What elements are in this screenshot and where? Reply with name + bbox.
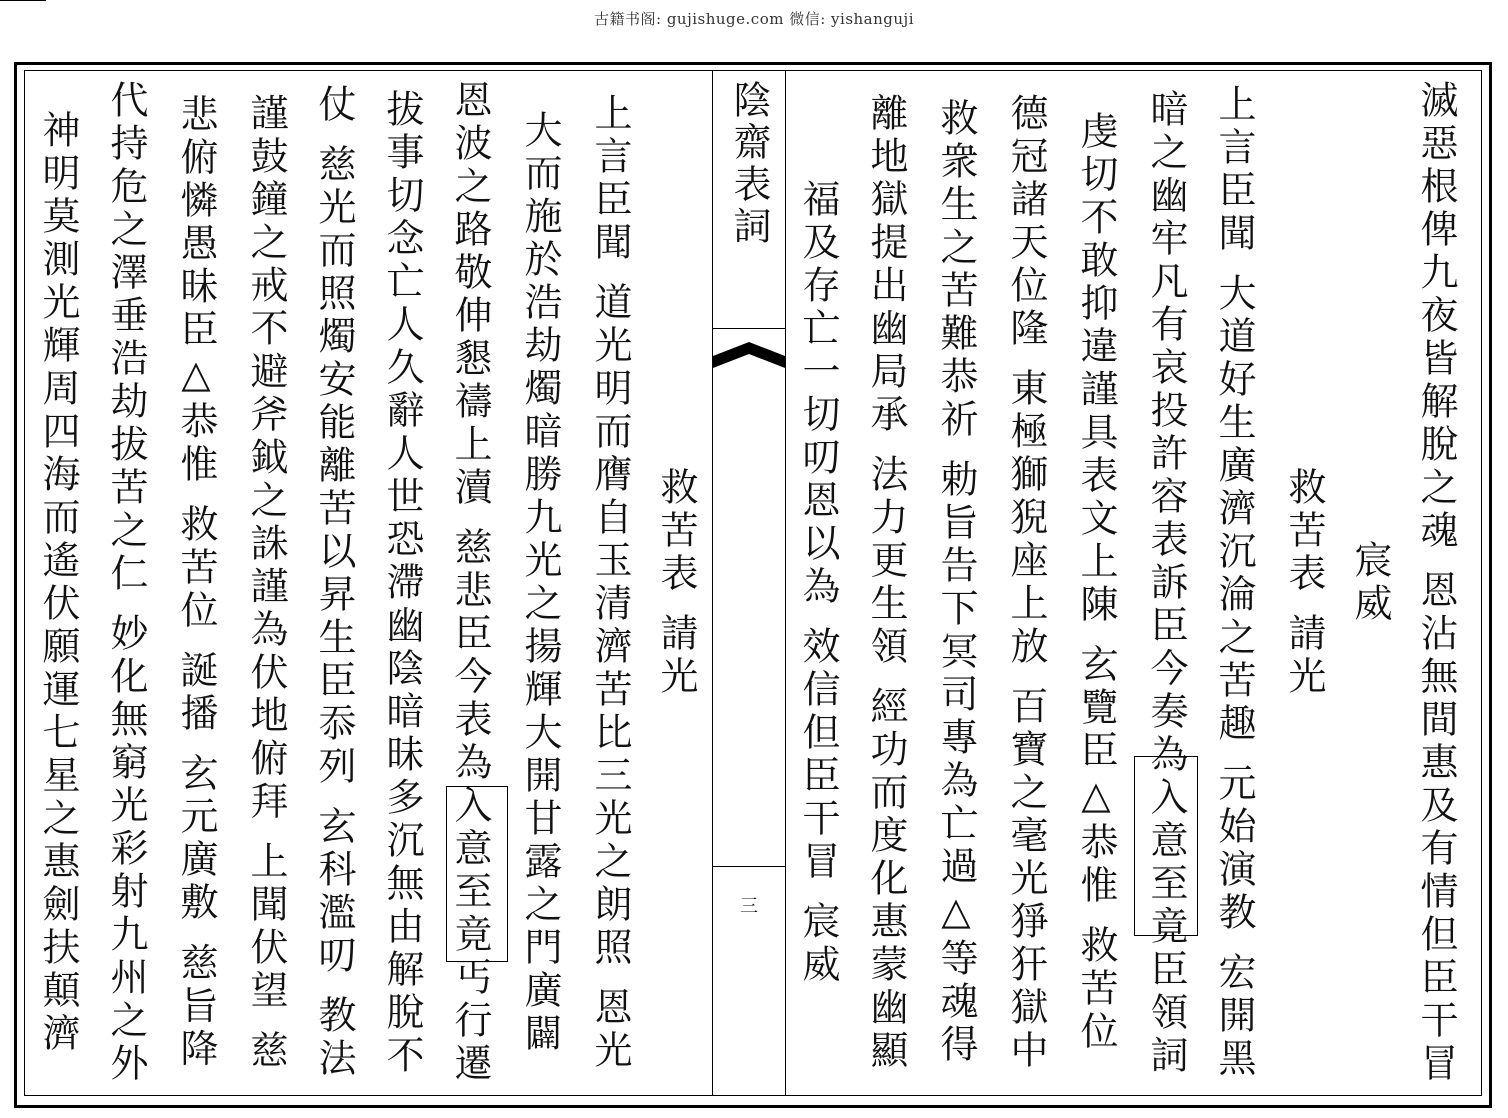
gutter-rule-upper bbox=[713, 328, 785, 329]
site-watermark-header: 古籍书阁: gujishuge.com 微信: yishanguji bbox=[594, 10, 914, 28]
text-column: 暗之幽牢凡有哀投許容表訴臣今奏為入意至竟臣領詞 bbox=[1144, 88, 1188, 1078]
text-column: 大而施於浩劫燭暗勝九光之揚輝大開甘露之門廣闢 bbox=[518, 110, 562, 1056]
gutter-rule-lower bbox=[713, 866, 785, 867]
text-column: 宸威 bbox=[1348, 540, 1392, 626]
text-column: 悲俯憐愚昧臣△恭惟 救苦位 誕播 玄元廣敷 慈旨降 bbox=[174, 94, 218, 1072]
text-column: 德冠諸天位隆 東極獅猊座上放 百寶之毫光猙犴獄中 bbox=[1004, 92, 1048, 1074]
text-column: 恩波之路敬伸懇禱上瀆 慈悲臣今表為入意至竟丐行遷 bbox=[448, 79, 492, 1087]
corner-tick bbox=[0, 0, 46, 5]
text-column: 神明莫測光輝周四海而遙伏願運七星之惠劍扶顛濟 bbox=[36, 110, 80, 1056]
boxed-insert-right bbox=[1134, 756, 1198, 936]
folio-number: 三 bbox=[740, 896, 758, 917]
text-column: 救苦表 請光 bbox=[654, 466, 698, 700]
text-column: 拔事切念亡人久辭人世恐滯幽陰暗昧多沉無由解脫不 bbox=[380, 88, 424, 1078]
text-column: 滅惡根俾九夜皆解脫之魂 恩沾無間惠及有情但臣干冒 bbox=[1414, 79, 1458, 1087]
text-column: 離地獄提出幽局承 法力更生領 經功而度化惠蒙幽顯 bbox=[864, 92, 908, 1074]
text-column: 福及存亡一切叨恩以為 效信但臣干冒 宸威 bbox=[796, 178, 840, 988]
text-column: 仗 慈光而照燭安能離苦以昇生臣忝列 玄科濫叨 教法 bbox=[312, 84, 356, 1082]
text-column: 救衆生之苦難恭祈 勅旨告下冥司專為亡過△等魂得 bbox=[934, 98, 978, 1068]
book-gutter bbox=[712, 70, 786, 1096]
boxed-insert-left bbox=[446, 786, 508, 962]
text-column: 謹鼓鐘之戒不避斧鉞之誅謹為伏地俯拜 上聞伏望 慈 bbox=[244, 92, 288, 1074]
text-column: 代持危之澤垂浩劫拔苦之仁 妙化無窮光彩射九州之外 bbox=[104, 79, 148, 1087]
text-column: 上言臣聞 大道好生廣濟沉淪之苦趣 元始演教 宏開黑 bbox=[1212, 84, 1256, 1082]
fish-tail-mark bbox=[713, 340, 785, 380]
text-column: 上言臣聞 道光明而膺自玉清濟苦比三光之朗照 恩光 bbox=[588, 92, 632, 1074]
text-column: 救苦表 請光 bbox=[1282, 466, 1326, 700]
text-column: 虔切不敢抑違謹具表文上陳 玄覽臣△恭惟 救苦位 bbox=[1074, 111, 1118, 1055]
gutter-title: 陰齋表詞 bbox=[727, 80, 771, 248]
